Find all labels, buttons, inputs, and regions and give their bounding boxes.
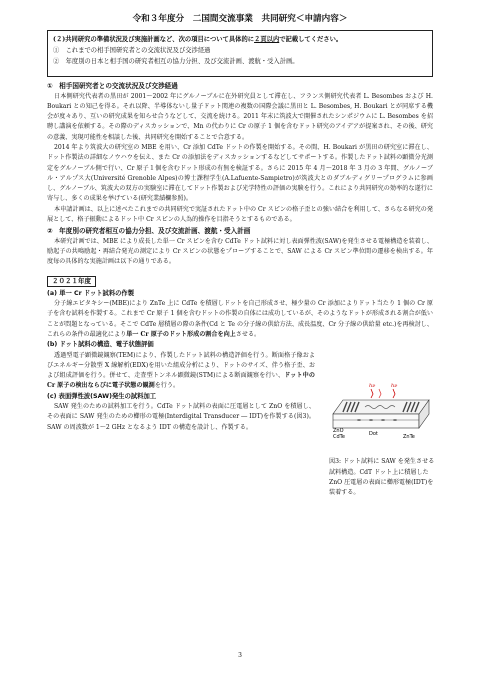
- substrate-front: [333, 414, 419, 428]
- main-content: [47, 80, 435, 497]
- instruction-box: [47, 30, 433, 77]
- subsection-a-text-pre: 分子線エピタキシー(MBE)により ZnTe 上に CdTe を積層しドットを自己形成させ、極少量の Cr 添加によりドット当たり 1 個の Cr 原子を含む試料を作製する。これまで Cr 原子 1 個を含むドットの作製の自体には成功しているが、そのようなドットが形成される割合が低いことが問題となっている。そこで CdTe 層積層の際の条件(Cd と Te の分子線の供給方法、成長温度、Cr 分子線の供給量 etc.)を再検討し、これらの条件の最適化により: [47, 300, 433, 338]
- section-1-heading: ① 相手国研究者との交流状況及び交渉経過: [47, 82, 178, 90]
- subsection-b-paragraph: [47, 351, 315, 392]
- subsection-b-heading: (b) ドット試料の構造、電子状態評価: [47, 341, 154, 349]
- subsection-b-text-pre: 透過型電子顕微鏡観察(TEM)により、作製したドット試料の構造評価を行う。断面格子像およびエネルギー分散型 X 線解析(EDX)を用いた組成分析により、ドットのサイズ、伴う格子歪、および組成評価を行う。併せて、走査型トンネル顕微鏡(STM)による断面観察を行い、: [47, 351, 315, 380]
- instruction-heading: [53, 34, 427, 45]
- label-znte: ZnTe: [403, 434, 415, 441]
- section-1-paragraph-3: 本申請計画は、以上に述べたこれまでの共同研究で実証されたドット中の Cr スピンの格子歪との強い結合を利用して、さらなる研究の発展として、格子振動によるドット中 Cr スピンの人為的操作を目指そうとするものである。: [47, 205, 433, 224]
- year-label-box: ２０２１年度: [47, 276, 96, 287]
- instruction-item-1: ① これまでの相手国研究者との交流状況及び交渉経過: [53, 47, 211, 54]
- subsection-a-paragraph: [47, 299, 433, 340]
- hv-label-2: hν: [391, 383, 398, 390]
- subsection-c-heading: (c) 表面弾性波(SAW)発生の試料加工: [47, 392, 157, 400]
- subsection-a-heading: (a) 単一 Cr ドット試料の作製: [47, 289, 135, 297]
- photon-arrow-3: [393, 389, 395, 398]
- label-cdte: CdTe: [333, 434, 345, 441]
- saw-sample-diagram: [329, 380, 437, 450]
- figure-3-caption: 図3: ドット試料に SAW を発生させる試料構造。CdT ドット上に積層した ZnO 圧電層の表面に櫛形電極(IDT)を装着する。: [329, 458, 435, 497]
- section-1-paragraph-2: 2014 年より筑波大の研究室の MBE を用い、Cr 添加 CdTe ドットの作製を開始する。その間、H. Boukari が黒田の研究室に滞在し、ドット作製法の詳細なノウハウを伝え、また Cr の添加法をディスカッションするなどしてサポートする。作製したドット試料の顕微分光測定をグルノーブル側で行い、Cr 原子１個を含むドット形成の有無を検証する。さらに 2015 年 4 月～2018 年 3 月の 3 年間、グルノーブル・アルプス大(Université Grenoble Alpes)の博士課程学生(A.Lafuente-Sampietro)が筑波大とのダブルディグリープログラムに参画し、グルノーブル、筑波大の双方の実験室に滞在してドット作製および光学特性の評価の実験を行う。これにより共同研究の効率的な遂行に寄与し、多くの成果を挙げている(研究業績欄参照)。: [47, 143, 433, 203]
- subsection-b-text-bold: ドット中の Cr 原子の検出ならびに電子状態の観測: [47, 372, 315, 390]
- page-limit-text: ２頁以内: [254, 36, 280, 43]
- figure-3: [329, 380, 437, 498]
- document-title: 令和３年度分 二国間交流事業 共同研究＜申請内容＞: [132, 14, 348, 24]
- subsection-a-text-bold: 単一 Cr 原子のドット形成の割合を向上: [126, 330, 236, 338]
- left-column: [47, 340, 315, 433]
- two-column-block: [47, 340, 435, 497]
- section-1-paragraph-1: 日本側研究代表者の黒田が 2001～2002 年にグルノーブルに在外研究員として滞在し、フランス側研究代表者 L. Besombes および H. Boukari との知己を得る。それ以降、半導体ないし量子ドット関連の複数の国際会議に黒田と L. Besombes, H. Boukari とが同席する機会が度々あり、互いの研究成果を知らせ合うなどして、交流を続ける。2011 年末に筑波大で開催されたシンポジウムに L. Besombes を招聘し講演を依頼する。その際のディスカッションで、Mn の代わりに Cr の原子 1 個を含むドット研究のアイデアが提案され、その後、研究の意義、実現可能性を相談した後、共同研究を開始することで合意する。: [47, 92, 433, 141]
- label-zno: ZnO: [333, 428, 344, 435]
- subsection-b-text-post: を行う。: [154, 382, 180, 390]
- photon-arrow-1: [371, 389, 373, 398]
- page-number: 3: [238, 652, 242, 659]
- subsection-a-text-post: させる。: [235, 330, 261, 338]
- instruction-heading-pre: (２)共同研究の準備状況及び実施計画など、次の項目について具体的に: [53, 36, 255, 43]
- label-dot: Dot: [369, 431, 378, 438]
- section-2-paragraph-1: 本研究計画では、MBE により成長した単一 Cr スピンを含む CdTe ドット試料に対し表面弾性波(SAW)を発生させる電極構造を装着し、励起子の共鳴励起・再結合発光の測定により Cr スピンの状態をプローブすることで、SAW による Cr スピン準位間の遷移を検出する。年度毎の具体的な実施計画は以下の通りである。: [47, 237, 433, 266]
- instruction-heading-post: で記載してください。: [279, 36, 343, 43]
- photon-arrow-2: [379, 389, 381, 398]
- section-2-heading: ② 年度別の研究者相互の協力分担、及び交流計画、渡航・受入計画: [47, 227, 251, 236]
- subsection-c-paragraph: SAW 発生のための試料加工を行う。CdTe ドット試料の表面に圧電層として ZnO を積層し、その表面に SAW 発生のための櫛形の電極(Interdigital Transducer ― IDT)を作製する(図3)。SAW の周波数が 1～2 GHz となるよう IDT の構造を設計し、作製する。: [47, 403, 315, 431]
- instruction-item-2: ② 年度別の日本と相手国の研究者相互の協力分担、及び交流計画、渡航・受入計画。: [53, 58, 299, 65]
- hv-label-1: hν: [369, 383, 376, 390]
